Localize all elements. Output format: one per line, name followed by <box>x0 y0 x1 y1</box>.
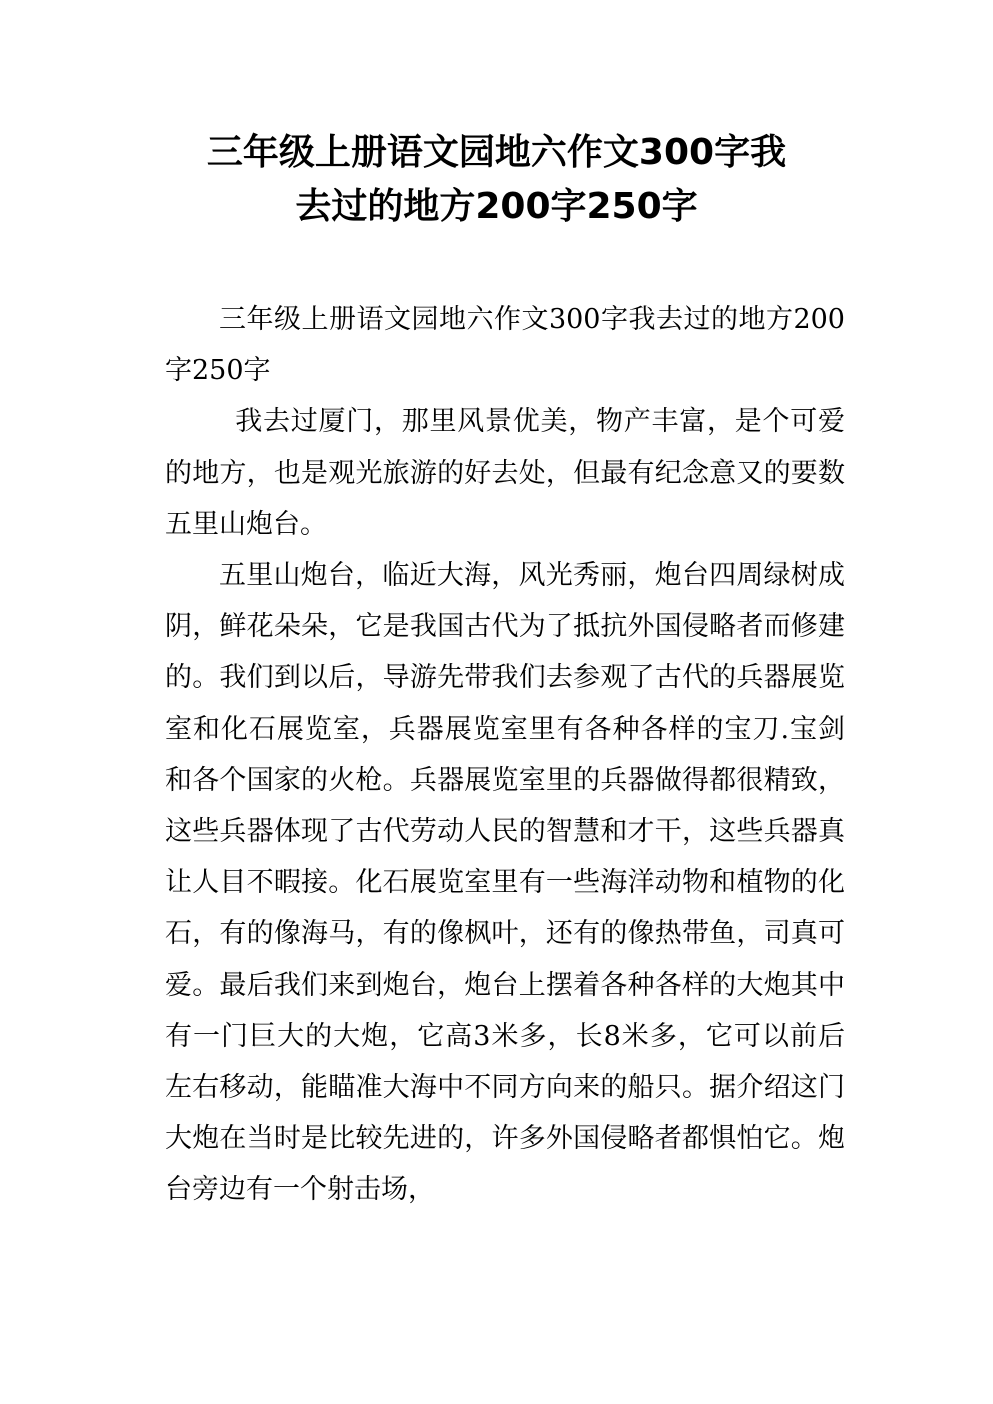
paragraph-subtitle: 三年级上册语文园地六作文300字我去过的地方200字250字 <box>165 304 845 387</box>
document-title <box>130 126 863 234</box>
title-line-1: 三年级上册语文园地六作文300字我 <box>206 132 787 173</box>
paragraph-main: 五里山炮台，临近大海，风光秀丽，炮台四周绿树成阴，鲜花朵朵，它是我国古代为了抵抗外国侵略者而修建的。我们到以后，导游先带我们去参观了古代的兵器展览室和化石展览室，兵器展览室里有各种各样的宝刀.宝剑和各个国家的火枪。兵器展览室里的兵器做得都很精致，这些兵器体现了古代劳动人民的智慧和才干，这些兵器真让人目不暇接。化石展览室里有一些海洋动物和植物的化石，有的像海马，有的像枫叶，还有的像热带鱼，司真可爱。最后我们来到炮台，炮台上摆着各种各样的大炮其中有一门巨大的大炮，它高3米多，长8米多，它可以前后左右移动，能瞄准大海中不同方向来的船只。据介绍这门大炮在当时是比较先进的，许多外国侵略者都惧怕它。炮台旁边有一个射击场， <box>165 560 845 1206</box>
document-body <box>165 294 845 1216</box>
paragraph-intro: 我去过厦门，那里风景优美，物产丰富，是个可爱的地方，也是观光旅游的好去处，但最有纪念意又的要数五里山炮台。 <box>165 406 845 540</box>
title-line-2: 去过的地方200字250字 <box>295 186 698 227</box>
